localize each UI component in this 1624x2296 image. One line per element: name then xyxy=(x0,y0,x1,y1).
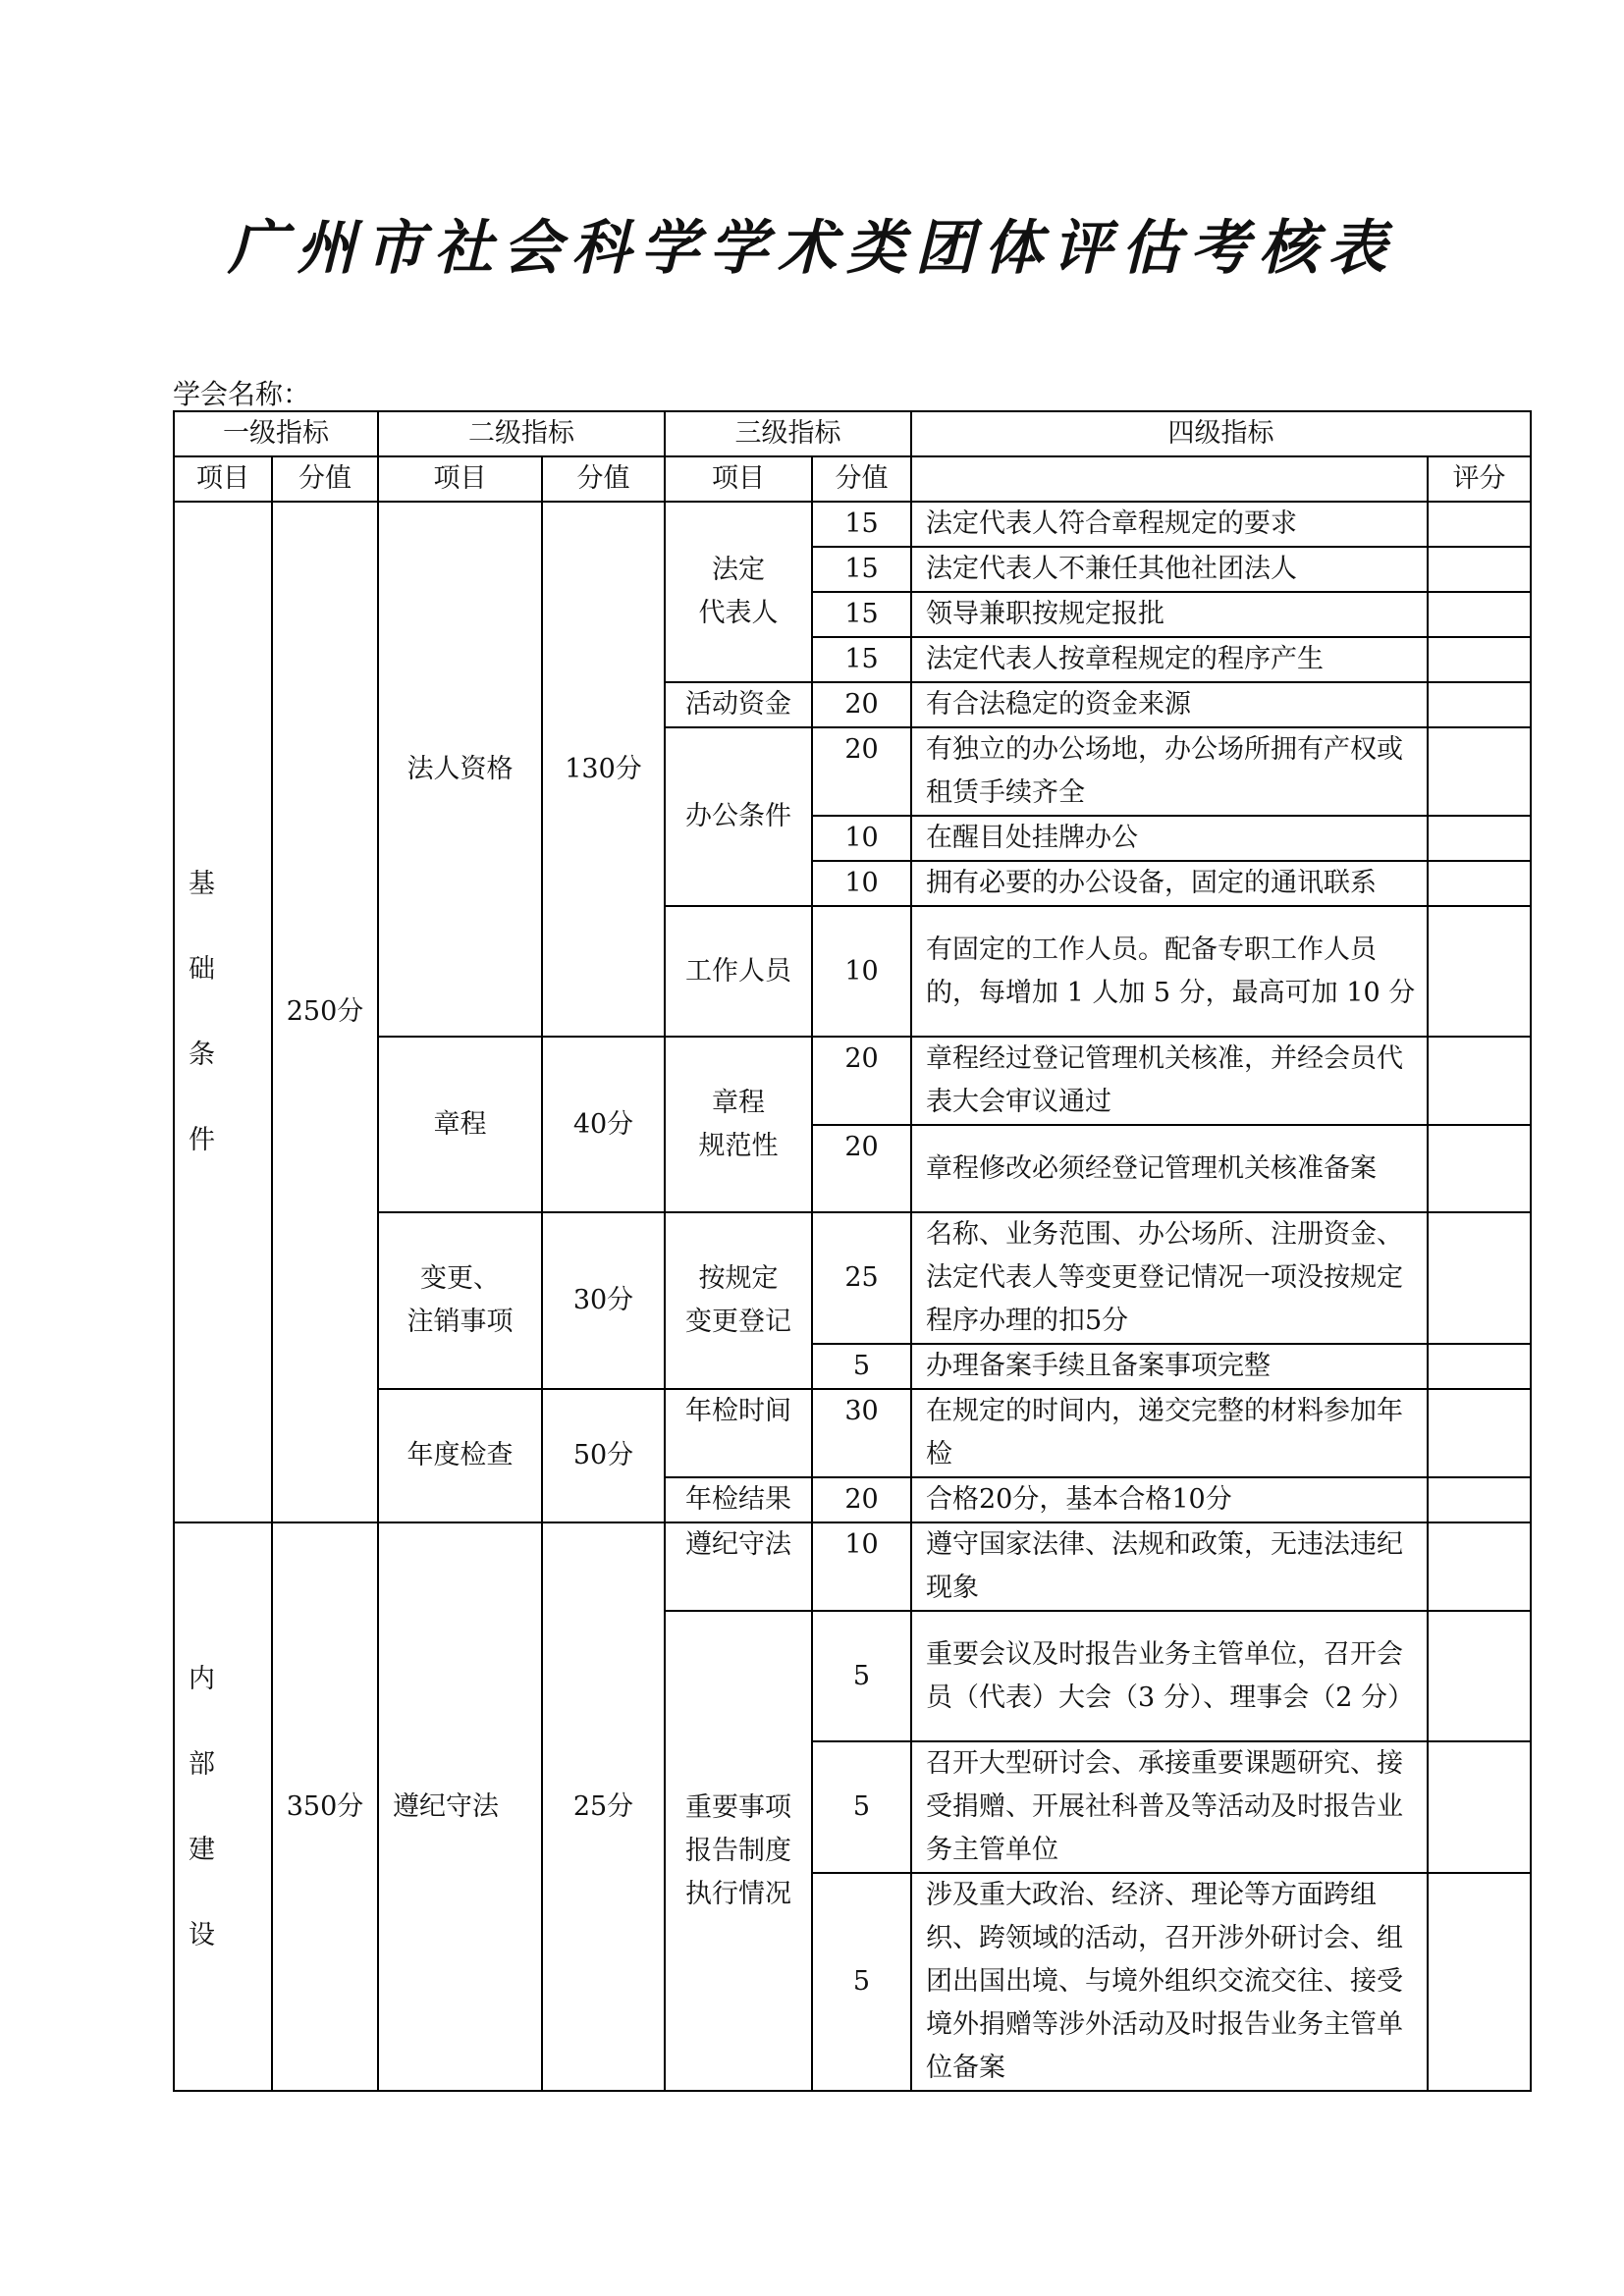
row-score: 20 xyxy=(812,682,911,727)
row-text: 领导兼职按规定报批 xyxy=(911,592,1428,637)
l3-zhongyao: 重要事项 报告制度 执行情况 xyxy=(665,1611,812,2091)
l3-nianjian-time: 年检时间 xyxy=(665,1389,812,1477)
rating-cell[interactable] xyxy=(1428,682,1531,727)
l2-nianjian: 年度检查 xyxy=(378,1389,542,1522)
rating-cell[interactable] xyxy=(1428,502,1531,547)
l2-zunji-value: 25分 xyxy=(542,1522,665,2091)
l2-zunji: 遵纪守法 xyxy=(378,1522,542,2091)
header-l2-value: 分值 xyxy=(542,456,665,502)
row-score: 10 xyxy=(812,1522,911,1611)
rating-cell[interactable] xyxy=(1428,1522,1531,1611)
header-l3-value: 分值 xyxy=(812,456,911,502)
row-score: 30 xyxy=(812,1389,911,1477)
l2-faren: 法人资格 xyxy=(378,502,542,1037)
row-score: 20 xyxy=(812,1037,911,1125)
row-score: 5 xyxy=(812,1873,911,2091)
header-l2-item: 项目 xyxy=(378,456,542,502)
rating-cell[interactable] xyxy=(1428,1477,1531,1522)
rating-cell[interactable] xyxy=(1428,1037,1531,1125)
table-row xyxy=(174,502,1531,547)
l3-zhangcheng: 章程 规范性 xyxy=(665,1037,812,1212)
rating-cell[interactable] xyxy=(1428,816,1531,861)
section-jichu-value: 250分 xyxy=(272,502,378,1522)
row-text: 法定代表人符合章程规定的要求 xyxy=(911,502,1428,547)
row-score: 20 xyxy=(812,1125,911,1212)
l3-nianjian-result: 年检结果 xyxy=(665,1477,812,1522)
row-score: 5 xyxy=(812,1741,911,1873)
section-neibu-value: 350分 xyxy=(272,1522,378,2091)
l3-fading: 法定 代表人 xyxy=(665,502,812,682)
row-text: 办理备案手续且备案事项完整 xyxy=(911,1344,1428,1389)
rating-cell[interactable] xyxy=(1428,906,1531,1037)
row-text: 章程修改必须经登记管理机关核准备案 xyxy=(911,1125,1428,1212)
row-score: 15 xyxy=(812,592,911,637)
row-text: 涉及重大政治、经济、理论等方面跨组织、跨领域的活动，召开涉外研讨会、组团出国出境、与境外组织交流交往、接受境外捐赠等涉外活动及时报告业务主管单位备案 xyxy=(911,1873,1428,2091)
row-score: 5 xyxy=(812,1611,911,1741)
row-text: 在醒目处挂牌办公 xyxy=(911,816,1428,861)
row-score: 5 xyxy=(812,1344,911,1389)
row-text: 法定代表人按章程规定的程序产生 xyxy=(911,637,1428,682)
row-text: 章程经过登记管理机关核准，并经会员代表大会审议通过 xyxy=(911,1037,1428,1125)
row-text: 遵守国家法律、法规和政策，无违法违纪现象 xyxy=(911,1522,1428,1611)
table-row xyxy=(174,1389,1531,1477)
rating-cell[interactable] xyxy=(1428,1125,1531,1212)
l2-zhangcheng: 章程 xyxy=(378,1037,542,1212)
l3-gongzuo: 工作人员 xyxy=(665,906,812,1037)
row-score: 25 xyxy=(812,1212,911,1344)
header-l1-value: 分值 xyxy=(272,456,378,502)
rating-cell[interactable] xyxy=(1428,1212,1531,1344)
row-score: 10 xyxy=(812,816,911,861)
rating-cell[interactable] xyxy=(1428,1741,1531,1873)
header-l3-item: 项目 xyxy=(665,456,812,502)
header-rating: 评分 xyxy=(1428,456,1531,502)
l3-bangong: 办公条件 xyxy=(665,727,812,906)
table-row xyxy=(174,1522,1531,1611)
header-row-2 xyxy=(174,456,1531,502)
l2-zhangcheng-value: 40分 xyxy=(542,1037,665,1212)
row-text: 有固定的工作人员。配备专职工作人员的，每增加 1 人加 5 分，最高可加 10 分 xyxy=(911,906,1428,1037)
l3-huodong: 活动资金 xyxy=(665,682,812,727)
table-row xyxy=(174,1037,1531,1125)
l3-zunji: 遵纪守法 xyxy=(665,1522,812,1611)
row-text: 合格20分，基本合格10分 xyxy=(911,1477,1428,1522)
page-title: 广州市社会科学学术类团体评估考核表 xyxy=(228,214,1396,283)
rating-cell[interactable] xyxy=(1428,1389,1531,1477)
row-text: 法定代表人不兼任其他社团法人 xyxy=(911,547,1428,592)
rating-cell[interactable] xyxy=(1428,592,1531,637)
section-jichu: 基 础 条 件 xyxy=(174,502,272,1522)
row-score: 15 xyxy=(812,637,911,682)
l2-biangeng-value: 30分 xyxy=(542,1212,665,1389)
rating-cell[interactable] xyxy=(1428,1344,1531,1389)
header-level2: 二级指标 xyxy=(378,411,665,456)
rating-cell[interactable] xyxy=(1428,1611,1531,1741)
row-text: 重要会议及时报告业务主管单位，召开会员（代表）大会（3 分）、理事会（2 分） xyxy=(911,1611,1428,1741)
row-score: 20 xyxy=(812,727,911,816)
rating-cell[interactable] xyxy=(1428,1873,1531,2091)
row-score: 15 xyxy=(812,502,911,547)
row-score: 10 xyxy=(812,906,911,1037)
header-l4-item xyxy=(911,456,1428,502)
row-score: 10 xyxy=(812,861,911,906)
section-neibu: 内 部 建 设 xyxy=(174,1522,272,2091)
l2-faren-value: 130分 xyxy=(542,502,665,1037)
rating-cell[interactable] xyxy=(1428,637,1531,682)
l2-biangeng: 变更、 注销事项 xyxy=(378,1212,542,1389)
header-l1-item: 项目 xyxy=(174,456,272,502)
header-level3: 三级指标 xyxy=(665,411,911,456)
row-score: 20 xyxy=(812,1477,911,1522)
row-text: 召开大型研讨会、承接重要课题研究、接受捐赠、开展社科普及等活动及时报告业务主管单位 xyxy=(911,1741,1428,1873)
row-text: 名称、业务范围、办公场所、注册资金、法定代表人等变更登记情况一项没按规定程序办理的扣5分 xyxy=(911,1212,1428,1344)
header-row-1 xyxy=(174,411,1531,456)
table-row xyxy=(174,1212,1531,1344)
rating-cell[interactable] xyxy=(1428,861,1531,906)
row-text: 拥有必要的办公设备，固定的通讯联系 xyxy=(911,861,1428,906)
row-score: 15 xyxy=(812,547,911,592)
rating-cell[interactable] xyxy=(1428,727,1531,816)
l2-nianjian-value: 50分 xyxy=(542,1389,665,1522)
assessment-table xyxy=(173,410,1532,2092)
row-text: 有合法稳定的资金来源 xyxy=(911,682,1428,727)
society-name-label: 学会名称： xyxy=(173,378,311,410)
row-text: 在规定的时间内，递交完整的材料参加年检 xyxy=(911,1389,1428,1477)
rating-cell[interactable] xyxy=(1428,547,1531,592)
header-level4: 四级指标 xyxy=(911,411,1531,456)
row-text: 有独立的办公场地，办公场所拥有产权或租赁手续齐全 xyxy=(911,727,1428,816)
l3-biangeng: 按规定 变更登记 xyxy=(665,1212,812,1389)
header-level1: 一级指标 xyxy=(174,411,378,456)
